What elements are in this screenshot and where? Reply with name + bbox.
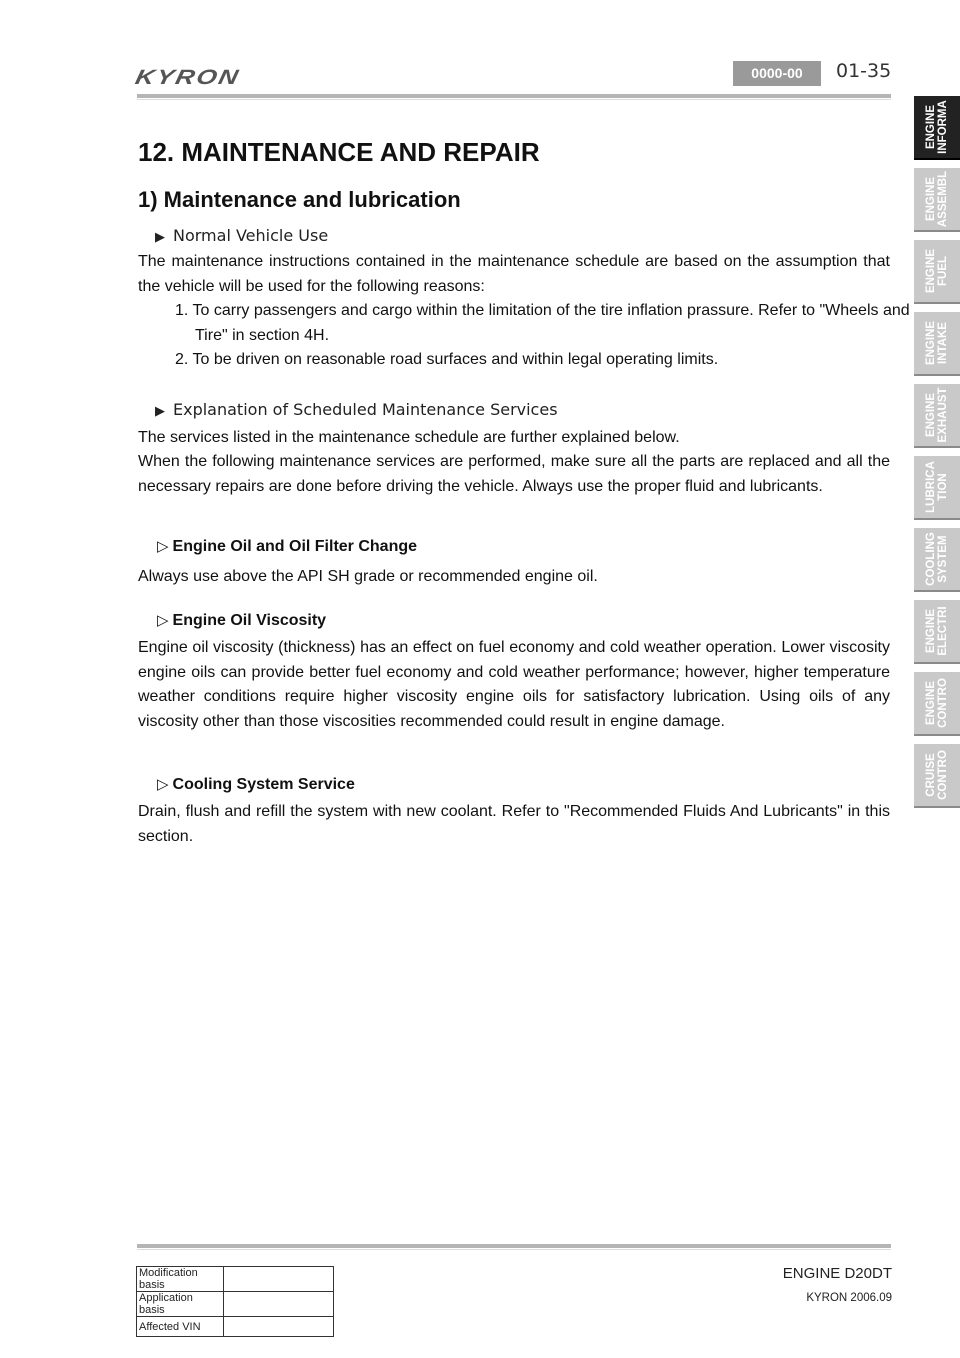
section-tab[interactable] bbox=[914, 96, 960, 160]
list-item: 1. To carry passengers and cargo within the limitation of the tire inflation prassure. Refer to "Wheels and Tire" in section 4H. bbox=[175, 302, 910, 344]
table-cell-value bbox=[224, 1267, 334, 1292]
oil-change-heading-text: Engine Oil and Oil Filter Change bbox=[172, 538, 418, 555]
section-tab-label: LUBRICA TION bbox=[925, 461, 949, 513]
table-row bbox=[137, 1267, 334, 1292]
cooling-body: Drain, flush and refill the system with new coolant. Refer to "Recommended Fluids And Lubricants" in this section. bbox=[138, 803, 890, 845]
header-divider-thin bbox=[137, 99, 891, 100]
table-cell-value bbox=[224, 1292, 334, 1317]
table-row bbox=[137, 1292, 334, 1317]
footer-divider-thin bbox=[137, 1249, 891, 1250]
section-tab-label: CRUISE CONTRO bbox=[925, 750, 949, 800]
normal-use-intro: The maintenance instructions contained in the maintenance schedule are based on the assumption that the vehicle will be used for the following reasons: bbox=[138, 253, 890, 295]
filled-triangle-icon: ▶ bbox=[155, 404, 165, 419]
section-tab[interactable] bbox=[914, 312, 960, 376]
viscosity-heading-text: Engine Oil Viscosity bbox=[172, 612, 327, 629]
table-cell-label: Application basis bbox=[137, 1292, 224, 1317]
section-tab[interactable] bbox=[914, 600, 960, 664]
footer-title: ENGINE D20DT bbox=[782, 1265, 892, 1282]
section-tab-label: ENGINE EXHAUST bbox=[925, 387, 949, 443]
cooling-heading-text: Cooling System Service bbox=[172, 776, 355, 793]
table-cell-label: Modification basis bbox=[137, 1267, 224, 1292]
section-tab-label: ENGINE CONTRO bbox=[925, 678, 949, 728]
explanation-para-1: The services listed in the maintenance schedule are further explained below. bbox=[138, 429, 680, 446]
section-tab[interactable] bbox=[914, 240, 960, 304]
outline-triangle-icon: ▷ bbox=[157, 776, 169, 793]
table-cell-label: Affected VIN bbox=[137, 1317, 224, 1337]
viscosity-body: Engine oil viscosity (thickness) has an effect on fuel economy and cold weather operation. Lower viscosity engine oils can provide better fuel economy and cold weather performance; however, higher temperature weather conditions require higher viscosity engine oils for satisfactory lubrication. Using oils of any viscosity other than those viscosities recommended could result in engine damage. bbox=[138, 639, 890, 730]
section-tab-label: ENGINE FUEL bbox=[925, 248, 949, 294]
header-divider bbox=[137, 94, 891, 98]
section-subtitle: 1) Maintenance and lubrication bbox=[138, 187, 461, 212]
filled-triangle-icon: ▶ bbox=[155, 230, 165, 245]
section-tab-label: ENGINE INFORMA bbox=[925, 100, 949, 154]
section-tab-label: ENGINE INTAKE bbox=[925, 320, 949, 366]
modification-table bbox=[136, 1266, 334, 1337]
page-number: 01-35 bbox=[836, 60, 892, 82]
list-item: 2. To be driven on reasonable road surfaces and within legal operating limits. bbox=[175, 351, 719, 368]
section-tab-label: COOLING SYSTEM bbox=[925, 532, 949, 586]
section-tab[interactable] bbox=[914, 384, 960, 448]
table-cell-value bbox=[224, 1317, 334, 1337]
section-tab-label: ENGINE ASSEMBL bbox=[925, 170, 949, 228]
footer-divider bbox=[137, 1244, 891, 1248]
outline-triangle-icon: ▷ bbox=[157, 538, 169, 555]
section-tab[interactable] bbox=[914, 744, 960, 808]
section-code-badge: 0000-00 bbox=[733, 61, 821, 86]
normal-use-heading bbox=[155, 226, 328, 245]
explanation-para-2: When the following maintenance services are performed, make sure all the parts are replaced and all the necessary repairs are done before driving the vehicle. Always use the proper fluid and lubricants. bbox=[138, 453, 890, 495]
section-tab-label: ENGINE ELECTRI bbox=[925, 606, 949, 656]
viscosity-heading bbox=[157, 611, 326, 630]
cooling-heading bbox=[157, 775, 355, 794]
section-tab[interactable] bbox=[914, 168, 960, 232]
footer-subtitle: KYRON 2006.09 bbox=[806, 1292, 892, 1304]
explanation-heading bbox=[155, 400, 558, 419]
oil-change-heading bbox=[157, 537, 417, 556]
normal-use-heading-text: Normal Vehicle Use bbox=[173, 226, 329, 245]
explanation-heading-text: Explanation of Scheduled Maintenance Services bbox=[173, 400, 558, 419]
section-tab[interactable] bbox=[914, 528, 960, 592]
section-tab[interactable] bbox=[914, 456, 960, 520]
page-title: 12. MAINTENANCE AND REPAIR bbox=[138, 137, 540, 167]
kyron-logo: KYRON bbox=[133, 64, 243, 89]
outline-triangle-icon: ▷ bbox=[157, 612, 169, 629]
table-row bbox=[137, 1317, 334, 1337]
oil-change-body: Always use above the API SH grade or recommended engine oil. bbox=[138, 568, 598, 585]
section-tab[interactable] bbox=[914, 672, 960, 736]
